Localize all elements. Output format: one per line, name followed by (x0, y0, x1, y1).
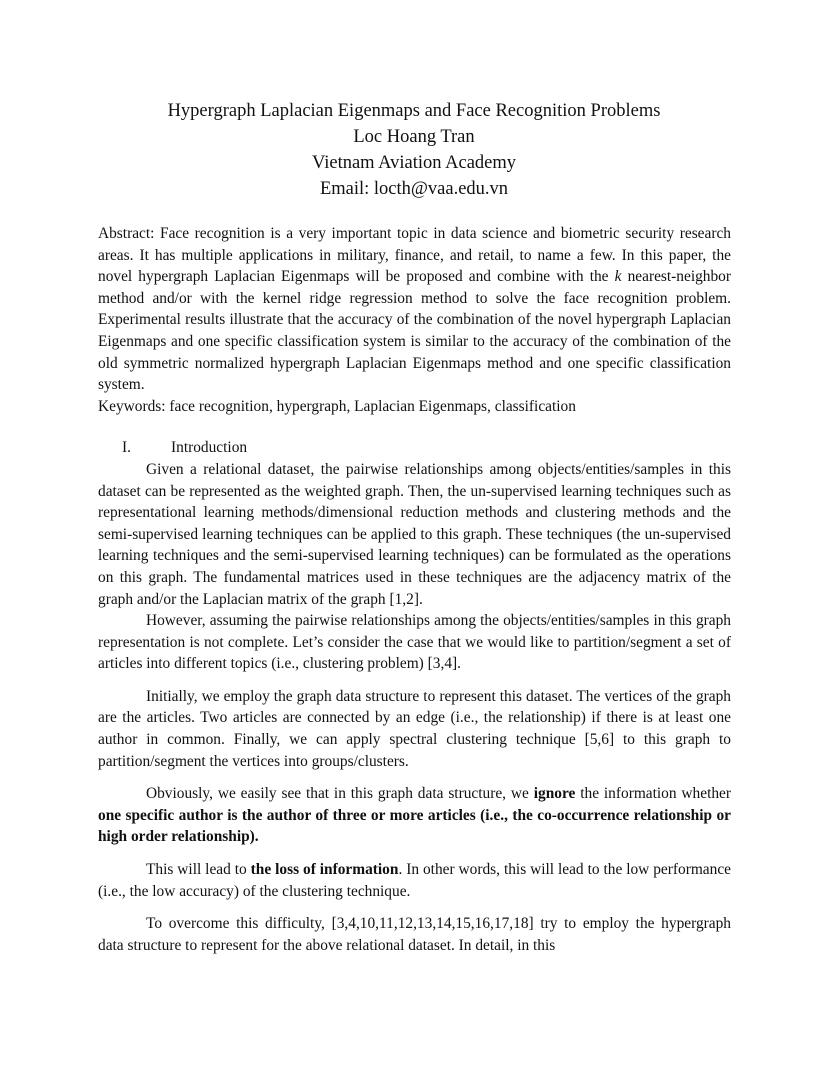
abstract-text-part2: nearest-neighbor method and/or with the kernel ridge regression method to solve the face recognition problem. Experimental results illustrate that the accuracy of the combination of the novel hypergraph Laplacian Eigenmaps and one specific classification system is similar to the accuracy of the combination of the old symmetric normalized hypergraph Laplacian Eigenmaps method and one specific classification system. (98, 268, 731, 394)
abstract-paragraph (98, 223, 731, 396)
p4-text-a: Obviously, we easily see that in this graph data structure, we (146, 785, 534, 803)
p5-text-c: . In other words, this will lead to the low performance (i.e., the low accuracy) of the clustering technique. (98, 861, 731, 900)
intro-paragraph-6: To overcome this difficulty, [3,4,10,11,12,13,14,15,16,17,18] try to employ the hypergraph data structure to represent for the above relational dataset. In detail, in this (98, 915, 731, 954)
abstract-k-symbol: k (614, 268, 622, 286)
p5-text-a: This will lead to (146, 861, 251, 879)
intro-paragraph-2: However, assuming the pairwise relationships among the objects/entities/samples in this graph representation is not complete. Let’s consider the case that we would like to partition/segment a set of articles into different topics (i.e., clustering problem) [3,4]. (98, 612, 731, 673)
author-email: Email: locth@vaa.edu.vn (319, 179, 509, 199)
intro-paragraph-4 (98, 783, 731, 848)
p4-bold-ignore: ignore (533, 785, 576, 803)
section-heading (98, 437, 731, 459)
paper-header (0, 98, 828, 202)
keywords-line: Keywords: face recognition, hypergraph, Laplacian Eigenmaps, classification (98, 397, 576, 415)
abstract-text-part1: Abstract: Face recognition is a very important topic in data science and biometric security research areas. It has multiple applications in military, finance, and retail, to name a few. In this paper, the novel hypergraph Laplacian Eigenmaps will be proposed and combine with the (98, 225, 731, 286)
intro-paragraph-1: Given a relational dataset, the pairwise relationships among objects/entities/samples in this dataset can be represented as the weighted graph. Then, the un-supervised learning techniques such as representational learning methods/dimensional reduction methods and clustering methods and the semi-supervised learning techniques can be applied to this graph. These techniques (the un-supervised learning techniques and the semi-supervised learning techniques) can be formulated as the operations on this graph. The fundamental matrices used in these techniques are the adjacency matrix of the graph and/or the Laplacian matrix of the graph [1,2]. (98, 460, 731, 608)
section-number: I. (122, 439, 131, 457)
p4-text-c: the information whether (575, 785, 732, 803)
intro-paragraph-3: Initially, we employ the graph data structure to represent this dataset. The vertices of the graph are the articles. Two articles are connected by an edge (i.e., the relationship) if there is at least one author in common. Finally, we can apply spectral clustering technique [5,6] to this graph to partition/segment the vertices into groups/clusters. (98, 687, 731, 770)
author-name: Loc Hoang Tran (353, 127, 475, 147)
section-title: Introduction (171, 439, 248, 457)
paper-body (98, 223, 731, 956)
p5-bold-loss: the loss of information (250, 861, 399, 879)
paper-title: Hypergraph Laplacian Eigenmaps and Face Recognition Problems (167, 101, 661, 121)
author-affiliation: Vietnam Aviation Academy (311, 153, 517, 173)
p4-bold-author-statement: one specific author is the author of three or more articles (i.e., the co-occurrence relationship or high order relationship). (98, 806, 731, 846)
intro-paragraph-5 (98, 859, 731, 902)
